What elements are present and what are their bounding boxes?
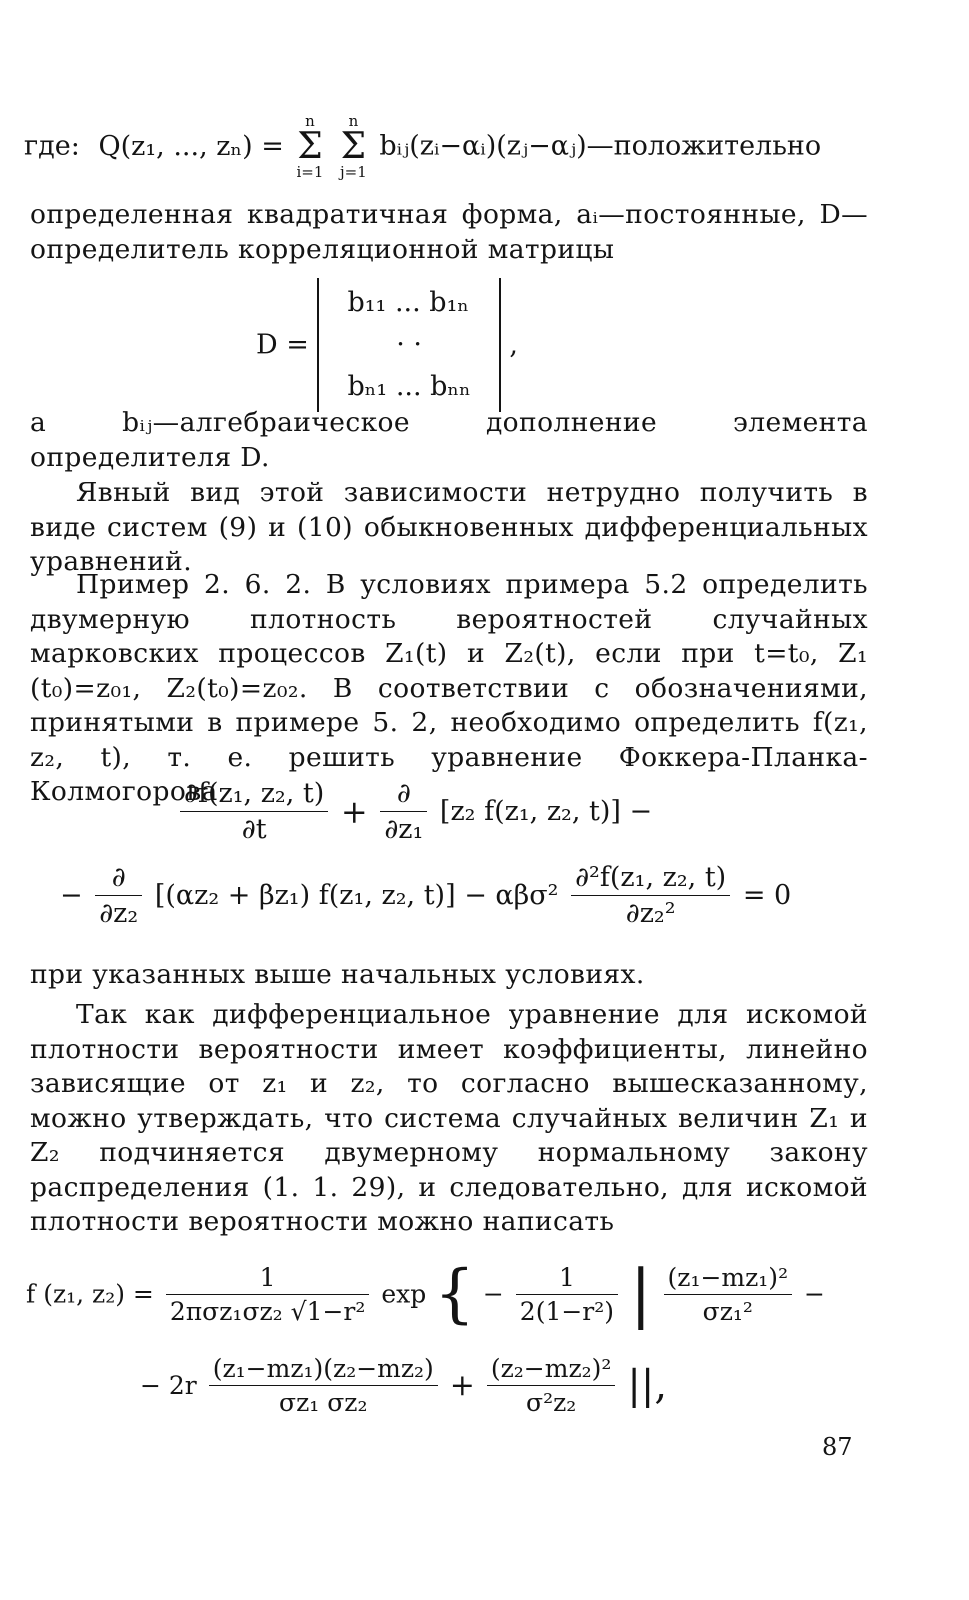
det-row-3: bₙ₁ ... bₙₙ	[347, 371, 471, 402]
formula-f-frac-3	[664, 1263, 793, 1326]
sum-j	[340, 114, 367, 180]
formula-f-frac-2-den: 2(1−r²)	[516, 1294, 618, 1326]
fpk-frac-1-num: ∂f(z₁, z₂, t)	[184, 778, 325, 809]
formula-f-close: ||,	[627, 1362, 668, 1409]
formula-f-minus: −	[482, 1279, 504, 1309]
sum-i-sigma: Σ	[297, 126, 323, 167]
fpk-frac-d-dz1	[380, 778, 427, 845]
fpk-frac-2-num: ∂	[396, 778, 411, 809]
formula-f-frac-5-den: σ²z₂	[487, 1385, 616, 1417]
determinant-matrix	[317, 278, 500, 412]
fpk-line-2-tail: = 0	[742, 880, 792, 911]
paragraph-1: определенная квадратичная форма, aᵢ—постоянные, D—определитель корреляционной матрицы	[30, 199, 868, 265]
formula-q	[24, 114, 821, 180]
fpk-line-1-tail: [z₂ f(z₁, z₂, t)] −	[439, 796, 653, 827]
formula-f-frac-1-den: 2πσz₁σz₂ √1−r²	[166, 1294, 370, 1326]
formula-f-line-1	[26, 1257, 825, 1331]
paragraph-6: Так как дифференциальное уравнение для искомой плотности вероятности имеет коэффициенты, линейно зависящие от z₁ и z₂, то согласно вышесказанному, можно утверждать, что система случайных величин Z₁ и Z₂ подчиняется двумерному нормальному закону распределения (1. 1. 29), и следовательно, для искомой плотности вероятности можно написать	[30, 999, 868, 1237]
formula-fpk-line-1	[176, 778, 652, 845]
formula-f-exp: exp	[381, 1279, 427, 1309]
formula-f-frac-4	[209, 1354, 438, 1417]
fpk-frac-1-den: ∂t	[180, 811, 328, 845]
fpk-frac-3-num: ∂	[111, 862, 126, 893]
page-number: 87	[822, 1433, 853, 1461]
paragraph-3: Явный вид этой зависимости нетрудно получить в виде систем (9) и (10) обыкновенных дифференциальных уравнений.	[30, 477, 868, 577]
formula-f-frac-3-num: (z₁−mz₁)²	[667, 1262, 789, 1292]
formula-fpk-line-2	[60, 862, 791, 929]
formula-f-frac-2-num: 1	[558, 1262, 575, 1292]
formula-f-frac-2	[516, 1263, 618, 1326]
fpk-frac-d2f	[571, 862, 730, 929]
fpk-frac-4-den: ∂z₂²	[571, 895, 730, 929]
fpk-frac-d-dz2	[95, 862, 142, 929]
fpk-line-2-mid: [(αz₂ + βz₁) f(z₁, z₂, t)] − αβσ²	[154, 880, 559, 911]
fpk-frac-4-num: ∂²f(z₁, z₂, t)	[575, 862, 727, 893]
formula-d	[256, 278, 518, 412]
formula-f-plus: +	[449, 1368, 475, 1403]
formula-f-frac-4-num: (z₁−mz₁)(z₂−mz₂)	[212, 1354, 434, 1383]
sum-j-top: n	[348, 112, 359, 130]
fpk-frac-3-den: ∂z₂	[95, 895, 142, 929]
formula-f-frac-1	[166, 1263, 370, 1326]
paragraph-4: Пример 2. 6. 2. В условиях примера 5.2 определить двумерную плотность вероятностей случайных марковских процессов Z₁(t) и Z₂(t), если при t=t₀, Z₁ (t₀)=z₀₁, Z₂(t₀)=z₀₂. В соответствии с обозначениями, принятыми в примере 5. 2, необходимо определить f(z₁, z₂, t), т. е. решить уравнение Фоккера-Планка-Колмогорова	[30, 569, 868, 807]
paragraph-2: a bᵢⱼ—алгебраическое дополнение элемента определителя D.	[30, 407, 868, 473]
formula-f-frac-1-num: 1	[259, 1262, 276, 1292]
sum-i-bottom: i=1	[296, 163, 324, 181]
formula-f-bar-open: |	[630, 1257, 652, 1331]
formula-d-tail: ,	[509, 329, 518, 361]
fpk-frac-2-den: ∂z₁	[380, 811, 427, 845]
formula-q-lead: где:	[24, 130, 80, 162]
det-row-1: b₁₁ ... b₁ₙ	[347, 287, 470, 318]
formula-f-frac-4-den: σz₁ σz₂	[209, 1385, 438, 1417]
sum-i-top: n	[305, 112, 315, 130]
fpk-plus: +	[340, 792, 368, 831]
formula-f-line-2	[140, 1354, 667, 1417]
formula-f-frac-5-num: (z₂−mz₂)²	[490, 1354, 612, 1383]
formula-d-lhs: D =	[256, 329, 309, 361]
formula-f-frac-5	[487, 1354, 616, 1417]
formula-q-rhs: bᵢⱼ(zᵢ−αᵢ)(zⱼ−αⱼ)—положительно	[379, 130, 822, 162]
formula-f-frac-3-den: σz₁²	[664, 1294, 793, 1326]
formula-q-lhs: Q(z₁, ..., zₙ) =	[98, 130, 284, 162]
formula-f-line-2-lead: − 2r	[140, 1371, 197, 1400]
sum-j-bottom: j=1	[340, 163, 367, 181]
paragraph-5: при указанных выше начальных условиях.	[30, 959, 645, 990]
fpk-frac-df-dt	[180, 778, 328, 845]
fpk-line-2-lead: −	[60, 880, 83, 911]
det-row-2: · ·	[396, 329, 422, 360]
formula-f-brace-open: {	[434, 1257, 475, 1331]
sum-j-sigma: Σ	[340, 126, 367, 167]
formula-f-line-1-tail: −	[804, 1279, 825, 1309]
sum-i	[297, 114, 324, 180]
formula-f-lhs: f (z₁, z₂) =	[26, 1279, 154, 1309]
